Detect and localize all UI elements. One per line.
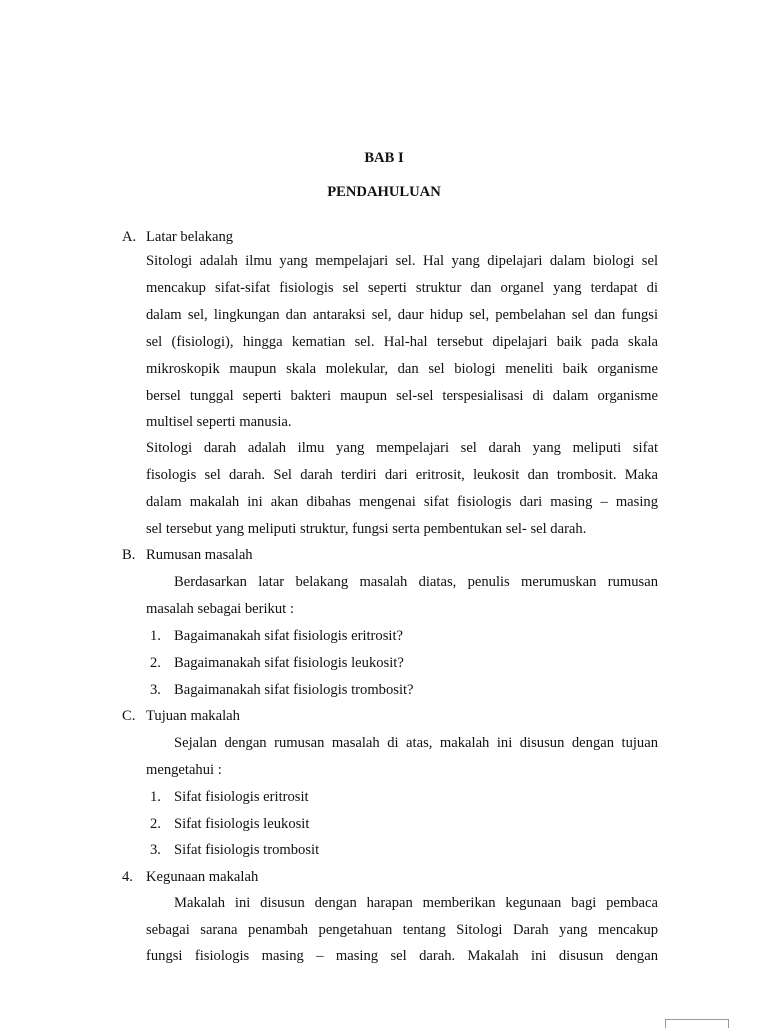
list-number: 2. xyxy=(150,655,161,671)
section-a-marker: A. xyxy=(122,229,137,245)
section-b-marker: B. xyxy=(122,547,136,563)
paragraph-line: fungsi fisiologis masing – masing sel darah. Makalah ini disusun dengan xyxy=(146,948,658,964)
list-item: Bagaimanakah sifat fisiologis leukosit? xyxy=(174,655,404,671)
section-c-marker: C. xyxy=(122,708,136,724)
paragraph-line: mengetahui : xyxy=(146,762,222,778)
section-d-title: Kegunaan makalah xyxy=(146,869,259,885)
list-number: 3. xyxy=(150,682,161,698)
list-number: 3. xyxy=(150,842,161,858)
paragraph-line: dalam makalah ini akan dibahas mengenai sifat fisiologis dari masing – masing xyxy=(146,494,658,510)
paragraph-line: masalah sebagai berikut : xyxy=(146,601,294,617)
list-number: 2. xyxy=(150,816,161,832)
section-c-title: Tujuan makalah xyxy=(146,708,240,724)
paragraph-line: sel tersebut yang meliputi struktur, fungsi serta pembentukan sel- sel darah. xyxy=(146,521,587,537)
list-number: 1. xyxy=(150,628,161,644)
paragraph-line: sel (fisiologi), hingga kematian sel. Hal-hal tersebut dipelajari baik pada skala xyxy=(146,334,658,350)
list-item: Sifat fisiologis eritrosit xyxy=(174,789,309,805)
chapter-heading: PENDAHULUAN xyxy=(327,184,441,200)
paragraph-line: Sitologi adalah ilmu yang mempelajari sel. Hal yang dipelajari dalam biologi sel xyxy=(146,253,658,269)
paragraph-line: fisologis sel darah. Sel darah terdiri dari eritrosit, leukosit dan trombosit. Maka xyxy=(146,467,658,483)
paragraph-line: sebagai sarana penambah pengetahuan tentang Sitologi Darah yang mencakup xyxy=(146,922,658,938)
paragraph-line: multisel seperti manusia. xyxy=(146,414,292,430)
paragraph-line: bersel tunggal seperti bakteri maupun sel-sel terspesialisasi di dalam organisme xyxy=(146,388,658,404)
section-b-title: Rumusan masalah xyxy=(146,547,253,563)
list-item: Bagaimanakah sifat fisiologis trombosit? xyxy=(174,682,414,698)
list-item: Sifat fisiologis leukosit xyxy=(174,816,310,832)
paragraph-line: mikroskopik maupun skala molekular, dan sel biologi meneliti baik organisme xyxy=(146,361,658,377)
list-number: 1. xyxy=(150,789,161,805)
list-item: Sifat fisiologis trombosit xyxy=(174,842,320,858)
section-a-title: Latar belakang xyxy=(146,229,234,245)
paragraph-line: Sejalan dengan rumusan masalah di atas, makalah ini disusun dengan tujuan xyxy=(174,735,658,751)
paragraph-line: dalam sel, lingkungan dan antaraksi sel, daur hidup sel, pembelahan sel dan fungsi xyxy=(146,307,658,323)
section-d-marker: 4. xyxy=(122,869,133,885)
paragraph-line: Makalah ini disusun dengan harapan memberikan kegunaan bagi pembaca xyxy=(174,895,658,911)
paragraph-line: Sitologi darah adalah ilmu yang mempelajari sel darah yang meliputi sifat xyxy=(146,440,658,456)
chapter-title: BAB I xyxy=(364,150,404,166)
paragraph-line: Berdasarkan latar belakang masalah diatas, penulis merumuskan rumusan xyxy=(174,574,658,590)
paragraph-line: mencakup sifat-sifat fisiologis sel seperti struktur dan organel yang terdapat di xyxy=(146,280,658,296)
list-item: Bagaimanakah sifat fisiologis eritrosit? xyxy=(174,628,403,644)
